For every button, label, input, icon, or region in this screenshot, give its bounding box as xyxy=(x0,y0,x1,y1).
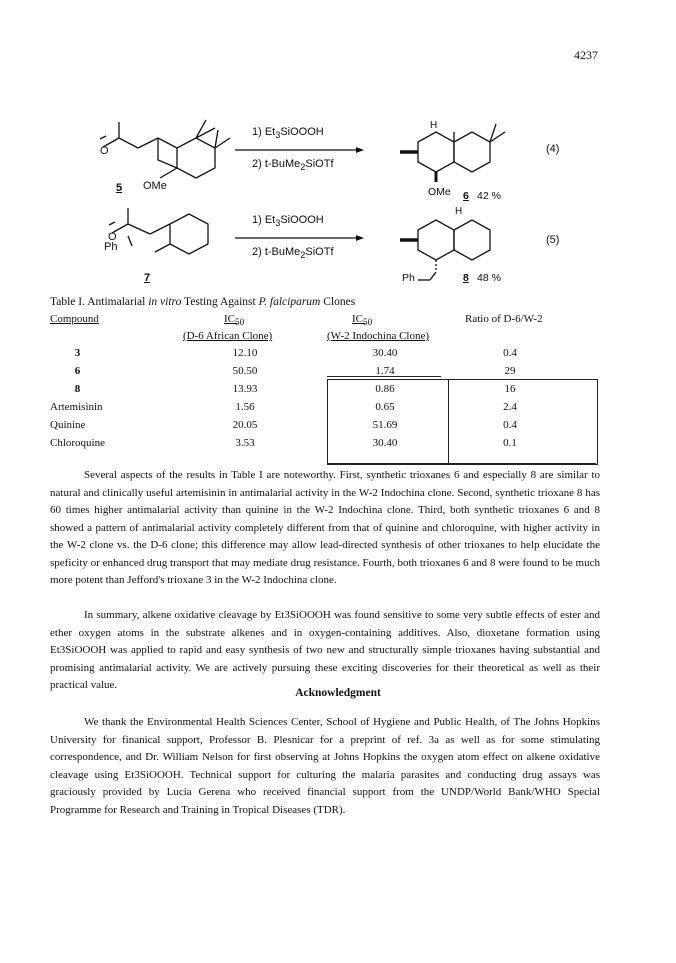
table-caption-italic: in vitro xyxy=(148,296,182,308)
table-cell-w2: 30.40 xyxy=(372,347,398,359)
highlight-box xyxy=(327,379,598,465)
table-cell-d6: 13.93 xyxy=(232,383,258,395)
compound-6-structure xyxy=(400,124,505,182)
table-cell-d6: 12.10 xyxy=(232,347,258,359)
table-cell-ratio: 29 xyxy=(504,365,516,377)
paragraph-results: Several aspects of the results in Table I are noteworthy. First, synthetic trioxanes 6 and especially 8 are similar to natural and clinically useful artemisinin in antimalarial activity in the W-2 Indochina clone. Second, synthetic trioxane 8 has 60 times higher antimalarial activity than quinine in the W-2 Indochina clone. Third, both synthetic trioxanes 6 and 8 showed a pattern of antimalarial activity completely different from that of quinine and chloroquine, with higher activity in the W-2 clone vs. the D-6 clone; this difference may allow lead-directed synthesis of other trioxanes to help elucidate the speficity or enhanced drug transport that may mediate drug resistance. Fourth, both trioxanes 6 and 8 were found to be much more potent than Jefford's trioxane 3 in the W-2 Indochina clone. xyxy=(50,469,600,586)
table-caption-end: Clones xyxy=(320,296,356,308)
table-cell-compound: 3 xyxy=(74,347,81,359)
compound-7-label: 7 xyxy=(144,272,151,284)
compound-8-label: 8 xyxy=(463,272,469,284)
table-cell-d6: 20.05 xyxy=(232,419,258,431)
table-cell-compound: 6 xyxy=(74,365,81,377)
table-cell-compound: Chloroquine xyxy=(50,437,105,449)
header-ic50-d6: $IC_{50}$ xyxy=(224,313,245,328)
table-caption-main: Antimalarial xyxy=(87,296,149,308)
compound-6-substituent: OMe xyxy=(428,186,451,198)
table-cell-d6: 50.50 xyxy=(232,365,258,377)
scheme5-reagent-2: 2) t-BuMe$_2$SiOTf xyxy=(252,246,334,261)
compound-8-substituent: Ph xyxy=(402,272,415,284)
paragraph-summary: In summary, alkene oxidative cleavage by Et3SiOOOH was found sensitive to some very subtle effects of ester and ether oxygen atoms in the substrate alkenes and in oxygen-containing additives. Also, dioxetane formation using Et3SiOOOH was applied to rapid and easy synthesis of two new and structurally simple trioxanes having substantial and promising antimalarial activity. We are actively pursuing these exciting discoveries for their theoretical as well as their practical value. xyxy=(50,609,600,691)
scheme4-reagent-1: 1) $Et_3SiOOOH$ xyxy=(252,126,324,141)
equation-number-5: (5) xyxy=(546,234,560,246)
table-cell-w2: 51.69 xyxy=(372,419,398,431)
compound-5-label: 5 xyxy=(116,182,123,194)
table-cell-ratio: 16 xyxy=(504,383,516,395)
compound-7-structure xyxy=(109,208,208,254)
compound-8-structure xyxy=(400,220,490,280)
table-cell-ratio: 2.4 xyxy=(503,401,517,413)
table-cell-w2: 30.40 xyxy=(372,437,398,449)
scheme5-reagent-1: 1) $Et_3SiOOOH$ xyxy=(252,214,324,229)
table-cell-ratio: 0.4 xyxy=(503,347,517,359)
header-ic50-w2: $IC_{50}$ xyxy=(352,313,373,328)
table-cell-compound: Artemisinin xyxy=(50,401,103,413)
equation-number-4: (4) xyxy=(546,143,560,155)
table-cell-ratio: 0.1 xyxy=(503,437,517,449)
table-cell-w2: 0.86 xyxy=(375,383,395,395)
summary-section xyxy=(50,607,600,695)
header-compound: Compound xyxy=(50,313,99,325)
carbonyl-oxygen-label-2: O xyxy=(108,231,117,243)
compound-6-yield: 42 % xyxy=(477,190,501,202)
page-number: 4237 xyxy=(574,48,598,62)
table-cell-ratio: 0.4 xyxy=(503,419,517,431)
header-ratio: Ratio of D-6/W-2 xyxy=(465,313,543,325)
acknowledgment-section xyxy=(50,714,600,819)
compound-7-substituent: Ph xyxy=(104,241,118,253)
header-clone-w2: (W-2 Indochina Clone) xyxy=(327,330,430,342)
chloroquine-underline xyxy=(327,463,596,464)
results-table xyxy=(50,313,610,473)
compound-5-structure xyxy=(100,120,230,178)
table-caption-mid: Testing Against xyxy=(181,296,259,308)
paragraph-acknowledgment: We thank the Environmental Health Sciences Center, School of Hygiene and Public Health, of The Johns Hopkins University for finanical support, Professor B. Plesnicar for a preprint of ref. 3a as well as for some stimulating correspondence, and Dr. William Nelson for first observing at Johns Hopkins the oxygen atom effect on alkene oxidative cleavage using Et3SiOOOH. Technical support for culturing the malaria parasites and conducting drug assays was graciously provided by Lucia Gerena who received financial support from the UNDP/World Bank/WHO Special Programme for Research and Training in Tropical Diseases (TDR). xyxy=(50,716,600,816)
table-caption-prefix: Table I. xyxy=(50,296,85,308)
table-cell-compound: 8 xyxy=(74,383,81,395)
table-cell-compound: Quinine xyxy=(50,419,86,431)
header-clone-d6: (D-6 African Clone) xyxy=(183,330,273,342)
results-discussion xyxy=(50,467,600,590)
scheme4-reagent-2: 2) t-BuMe$_2$SiOTf xyxy=(252,158,334,173)
w2-underline-row6 xyxy=(327,376,441,377)
table-cell-d6: 3.53 xyxy=(235,437,255,449)
table-cell-d6: 1.56 xyxy=(235,401,255,413)
acknowledgment-heading: Acknowledgment xyxy=(295,687,381,699)
compound-8-h-label: H xyxy=(455,206,463,217)
table-cell-w2: 1.74 xyxy=(375,365,395,377)
highlight-box-divider xyxy=(448,379,449,463)
compound-6-label: 6 xyxy=(463,190,469,202)
compound-6-h-label: H xyxy=(430,120,438,131)
table-cell-w2: 0.65 xyxy=(375,401,395,413)
compound-8-yield: 48 % xyxy=(477,272,501,284)
table-caption xyxy=(50,296,355,308)
table-caption-species: P. falciparum xyxy=(258,296,321,308)
compound-5-substituent: OMe xyxy=(143,180,167,192)
carbonyl-oxygen-label: O xyxy=(100,145,109,157)
